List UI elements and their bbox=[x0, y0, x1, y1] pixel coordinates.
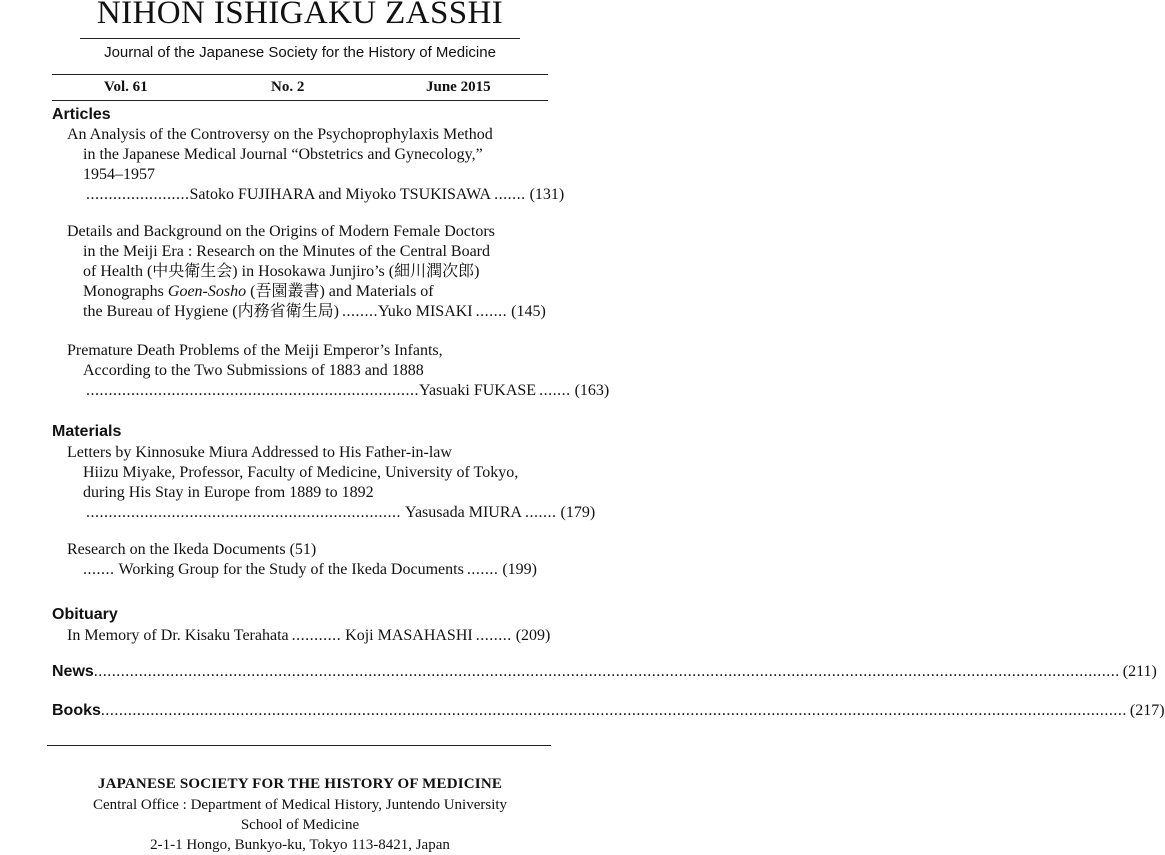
entry-title-line bbox=[0, 282, 629, 302]
entry-author: Satoko FUJIHARA and Miyoko TSUKISAWA bbox=[189, 186, 492, 203]
leader-dots: ...................................................................... bbox=[86, 504, 401, 521]
entry-author-line bbox=[0, 185, 565, 205]
leader-dots: ....................... bbox=[86, 186, 190, 203]
section-heading-materials: Materials bbox=[52, 423, 122, 440]
entry-title-line: 1954–1957 bbox=[83, 166, 155, 183]
entry-author-line bbox=[0, 560, 546, 580]
issue-volume: Vol. 61 bbox=[104, 79, 148, 95]
issue-date: June 2015 bbox=[426, 79, 491, 95]
leader-dots: ....... bbox=[466, 561, 499, 578]
journal-title: NIHON ISHIGAKU ZASSHI bbox=[96, 0, 504, 31]
section-heading-books: Books bbox=[52, 702, 101, 719]
society-name: JAPANESE SOCIETY FOR THE HISTORY OF MEDICINE bbox=[97, 776, 503, 792]
entry-title-line: Research on the Ikeda Documents (51) bbox=[67, 541, 317, 558]
leader-dots: ....... bbox=[494, 186, 526, 203]
entry-page: (163) bbox=[574, 382, 610, 399]
leader-dots bbox=[101, 702, 1127, 720]
entry-author: Yuko MISAKI bbox=[377, 303, 473, 320]
issue-bar bbox=[52, 74, 548, 101]
leader-dots bbox=[94, 663, 1120, 681]
school-line: School of Medicine bbox=[240, 817, 360, 833]
entry-author: Koji MASAHASHI bbox=[345, 627, 473, 644]
entry-page: (211) bbox=[1122, 663, 1157, 680]
leader-dots: .......................................................................... bbox=[86, 382, 419, 399]
leader-dots: ....... bbox=[539, 382, 571, 399]
section-heading-obituary: Obituary bbox=[52, 606, 118, 623]
footer-rule bbox=[47, 745, 551, 746]
entry-author: Yasuaki FUKASE bbox=[419, 382, 537, 399]
leader-dots: ........ bbox=[341, 303, 378, 320]
entry-title-text: Monographs bbox=[83, 283, 168, 300]
entry-author: Working Group for the Study of the Ikeda Documents bbox=[118, 561, 464, 578]
entry-title-line: Details and Background on the Origins of Modern Female Doctors bbox=[67, 223, 495, 240]
entry-title-text: (吾園叢書) and Materials of bbox=[246, 283, 434, 300]
entry-title-line: Letters by Kinnosuke Miura Addressed to His Father-in-law bbox=[67, 444, 452, 461]
entry-author-line bbox=[0, 381, 610, 401]
entry-title-text: In Memory of Dr. Kisaku Terahata bbox=[67, 627, 289, 644]
entry-page: (145) bbox=[511, 303, 546, 320]
entry-title-line: during His Stay in Europe from 1889 to 1892 bbox=[83, 484, 374, 501]
journal-subtitle: Journal of the Japanese Society for the History of Medicine bbox=[104, 44, 496, 61]
leader-dots: ........... bbox=[291, 627, 342, 644]
toc-entry-news[interactable] bbox=[52, 662, 1157, 682]
entry-title-line: in the Japanese Medical Journal “Obstetrics and Gynecology,” bbox=[83, 146, 483, 163]
leader-dots: ........ bbox=[475, 627, 512, 644]
entry-title-line: of Health (中央衛生会) in Hosokawa Junjiro’s (細川潤次郎) bbox=[83, 263, 480, 280]
entry-title-text: the Bureau of Hygiene (内務省衛生局) bbox=[83, 303, 339, 320]
section-heading-news: News bbox=[52, 663, 94, 680]
address-line: 2-1-1 Hongo, Bunkyo-ku, Tokyo 113-8421, Japan bbox=[150, 837, 450, 853]
entry-title-line: Hiizu Miyake, Professor, Faculty of Medicine, University of Tokyo, bbox=[83, 464, 519, 481]
entry-page: (179) bbox=[560, 504, 596, 521]
entry-title-line: According to the Two Submissions of 1883 and 1888 bbox=[83, 362, 424, 379]
entry-author: Yasusada MIURA bbox=[405, 504, 523, 521]
toc-entry-books[interactable] bbox=[52, 701, 1165, 721]
entry-author-line bbox=[0, 626, 551, 646]
entry-author-line bbox=[0, 302, 546, 322]
entry-author-line bbox=[0, 503, 596, 523]
leader-dots: ....... bbox=[525, 504, 557, 521]
issue-number: No. 2 bbox=[271, 79, 305, 95]
section-heading-articles: Articles bbox=[52, 106, 111, 123]
entry-page: (209) bbox=[515, 627, 551, 644]
entry-page: (131) bbox=[529, 186, 565, 203]
entry-page: (199) bbox=[502, 561, 537, 578]
entry-title-line: Premature Death Problems of the Meiji Emperor’s Infants, bbox=[67, 342, 443, 359]
leader-dots: ....... bbox=[475, 303, 508, 320]
entry-title-italic: Goen-Sosho bbox=[167, 283, 247, 300]
entry-title-line: An Analysis of the Controversy on the Psychoprophylaxis Method bbox=[67, 126, 493, 143]
title-rule bbox=[80, 38, 520, 39]
office-line: Central Office : Department of Medical History, Juntendo University bbox=[92, 797, 508, 813]
entry-title-line: in the Meiji Era : Research on the Minutes of the Central Board bbox=[83, 243, 490, 260]
entry-page: (217) bbox=[1129, 702, 1165, 719]
leader-dots: ....... bbox=[83, 561, 115, 578]
